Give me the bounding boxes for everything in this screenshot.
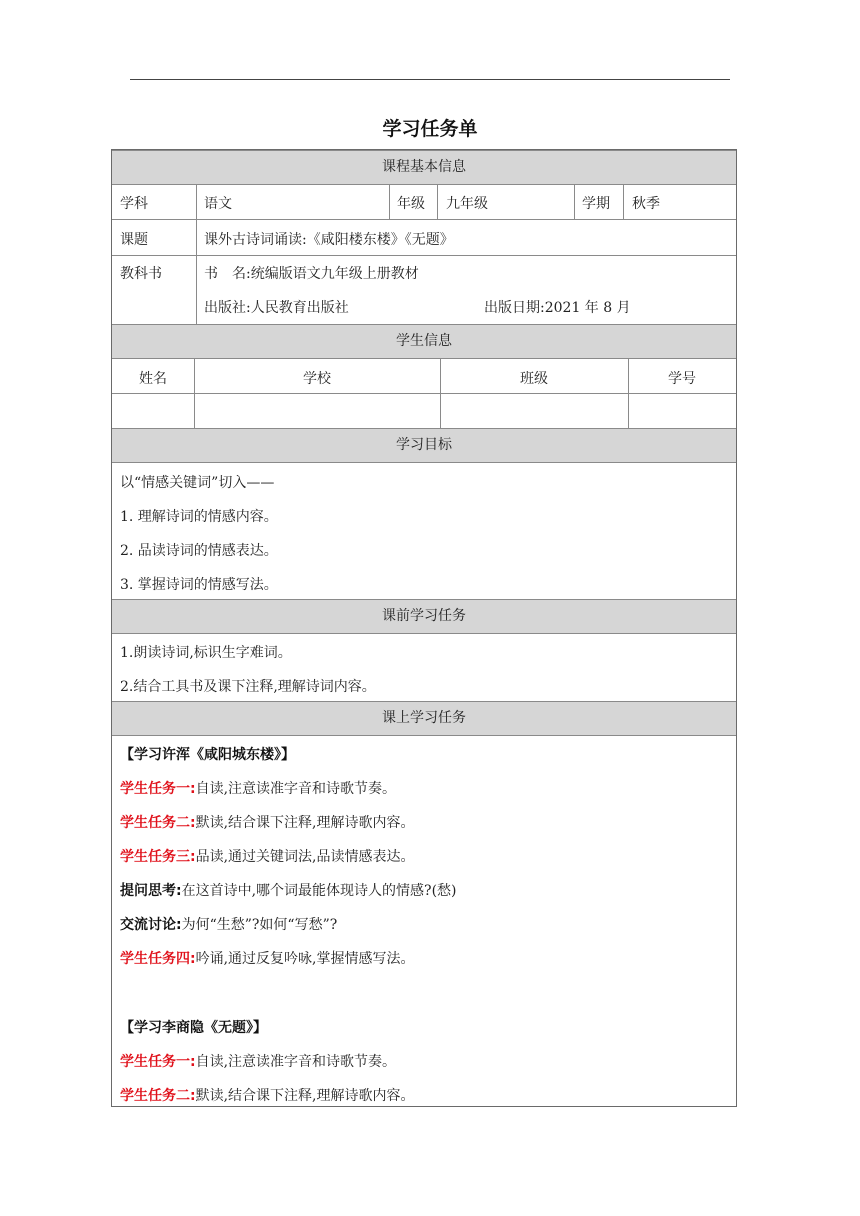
grade-label: 年级: [397, 196, 425, 212]
goals-intro: 以“情感关键词”切入——: [120, 475, 275, 491]
topic-label: 课题: [120, 232, 148, 248]
publish-date-line: 出版日期:2021 年 8 月: [484, 300, 631, 316]
task-label: 学生任务一:: [120, 781, 196, 797]
question-text: 在这首诗中,哪个词最能体现诗人的情感?(愁): [181, 883, 457, 899]
task-line: [120, 812, 415, 832]
task-label: 学生任务二:: [120, 815, 196, 831]
student-class-header: 班级: [520, 371, 548, 387]
task-text: 自读,注意读准字音和诗歌节奏。: [195, 1054, 397, 1070]
task-text: 自读,注意读准字音和诗歌节奏。: [195, 781, 397, 797]
divider: [112, 255, 736, 256]
task-text: 吟诵,通过反复吟咏,掌握情感写法。: [195, 951, 415, 967]
student-school-field[interactable]: [195, 394, 440, 428]
divider: [623, 185, 624, 219]
divider: [389, 185, 390, 219]
textbook-label: 教科书: [120, 266, 162, 282]
subject-value: 语文: [204, 196, 232, 212]
task-line: [120, 846, 415, 866]
in-class-header: 课上学习任务: [112, 701, 736, 736]
divider: [437, 185, 438, 219]
section-title: 【学习许浑《咸阳城东楼》】: [120, 747, 295, 763]
discussion-label: 交流讨论:: [120, 917, 182, 933]
divider: [574, 185, 575, 219]
goal-item: 2. 品读诗词的情感表达。: [120, 543, 278, 559]
task-label: 学生任务三:: [120, 849, 196, 865]
page-title: 学习任务单: [382, 118, 478, 140]
pre-class-item: 1.朗读诗词,标识生字难词。: [120, 645, 292, 661]
task-line: [120, 1051, 396, 1071]
goal-item: 3. 掌握诗词的情感写法。: [120, 577, 278, 593]
student-name-header: 姓名: [139, 371, 167, 387]
question-line: [120, 880, 457, 900]
student-id-field[interactable]: [629, 394, 736, 428]
grade-value: 九年级: [446, 196, 488, 212]
student-id-header: 学号: [668, 371, 696, 387]
divider: [112, 219, 736, 220]
book-name-line: 书 名:统编版语文九年级上册教材: [204, 266, 419, 282]
goals-header: 学习目标: [112, 428, 736, 463]
task-line: [120, 948, 415, 968]
section-title: 【学习李商隐《无题》】: [120, 1020, 267, 1036]
student-info-header: 学生信息: [112, 324, 736, 359]
discussion-line: [120, 914, 337, 934]
student-name-field[interactable]: [112, 394, 194, 428]
task-sheet-table: [111, 149, 737, 1107]
subject-label: 学科: [120, 196, 148, 212]
discussion-text: 为何“生愁”?如何“写愁”?: [181, 917, 338, 933]
task-label: 学生任务四:: [120, 951, 196, 967]
task-label: 学生任务二:: [120, 1088, 196, 1104]
goal-item: 1. 理解诗词的情感内容。: [120, 509, 278, 525]
topic-value: 课外古诗词诵读:《咸阳楼东楼》《无题》: [204, 232, 454, 248]
task-line: [120, 1085, 415, 1105]
pre-class-item: 2.结合工具书及课下注释,理解诗词内容。: [120, 679, 376, 695]
student-class-field[interactable]: [441, 394, 628, 428]
top-rule: [130, 79, 730, 80]
question-label: 提问思考:: [120, 883, 182, 899]
task-line: [120, 778, 396, 798]
pre-class-header: 课前学习任务: [112, 599, 736, 634]
publisher-line: 出版社:人民教育出版社: [204, 300, 349, 316]
term-label: 学期: [582, 196, 610, 212]
task-text: 默读,结合课下注释,理解诗歌内容。: [195, 815, 415, 831]
student-school-header: 学校: [303, 371, 331, 387]
term-value: 秋季: [632, 196, 660, 212]
task-text: 品读,通过关键词法,品读情感表达。: [195, 849, 415, 865]
task-text: 默读,结合课下注释,理解诗歌内容。: [195, 1088, 415, 1104]
task-label: 学生任务一:: [120, 1054, 196, 1070]
course-info-header: 课程基本信息: [112, 150, 736, 185]
